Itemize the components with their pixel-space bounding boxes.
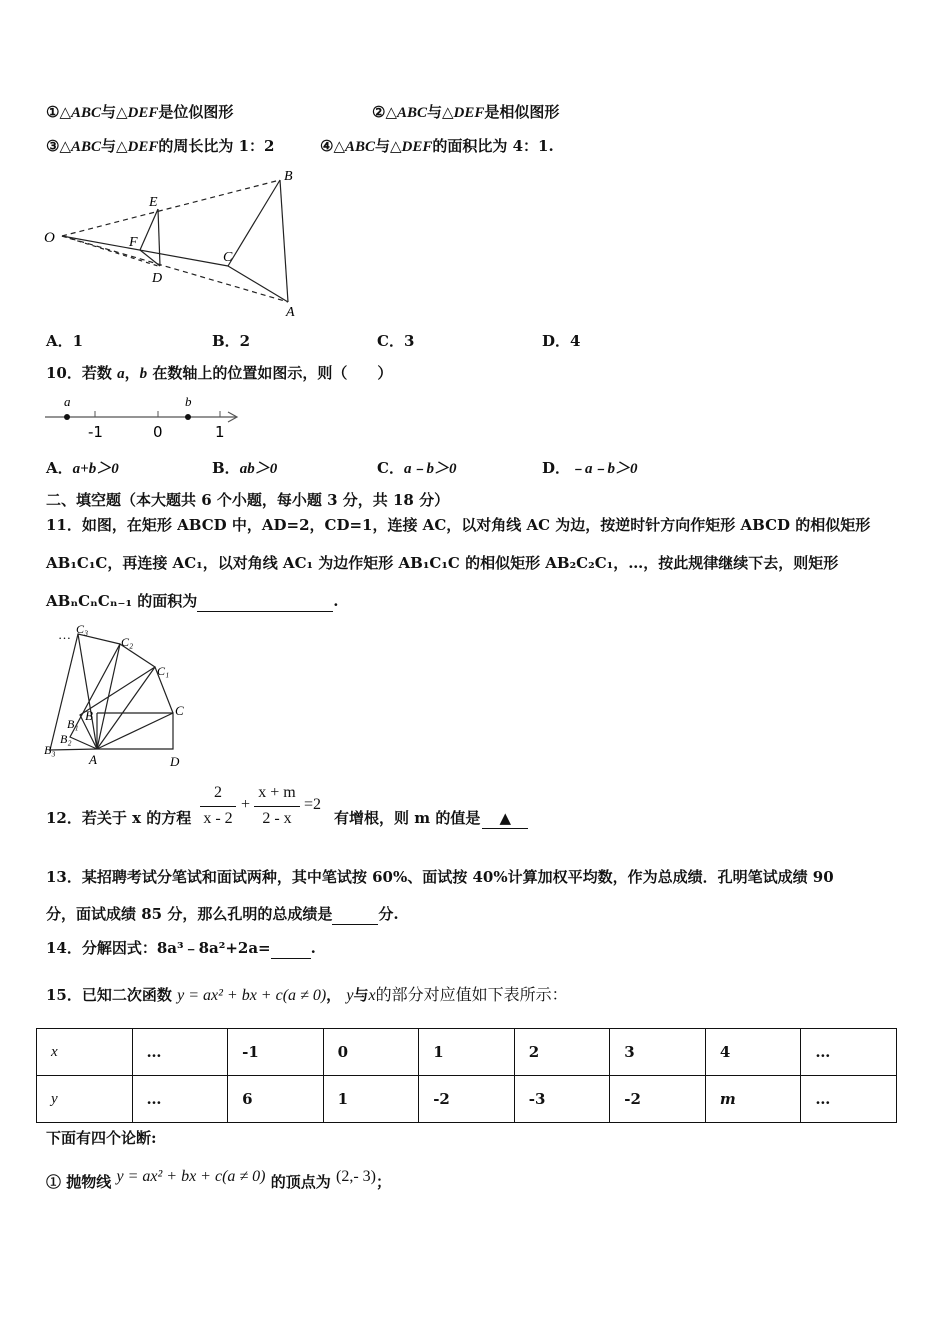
dashed-line-OA (62, 236, 288, 302)
q15-j1-function: y = ax² + bx + c(a ≠ 0) (116, 1168, 266, 1185)
label-A: A (89, 752, 97, 767)
q11-similar-rectangles-figure (40, 622, 200, 772)
table-cell: x (37, 1029, 133, 1076)
diag-AC (97, 713, 173, 749)
label-D: D (152, 271, 163, 286)
q15-var-x: x (368, 987, 376, 1004)
q15-value-table (36, 1028, 897, 1123)
frac1-denominator: x - 2 (203, 810, 233, 827)
label-B: B (85, 708, 93, 723)
q15-judgment-1: ① 抛物线 y = ax² + bx + c(a ≠ 0) 的顶点为 (2,- 3)； (46, 1168, 391, 1191)
q13-line-1: 13．某招聘考试分笔试和面试两种，其中笔试按 60%、面试按 40%计算加权平均数，作为总成绩．孔明笔试成绩 90 (46, 868, 834, 886)
point-b (185, 414, 191, 420)
q9-statement-4: ④△ABC与△DEF的面积比为 4：1. (320, 137, 554, 155)
table-cell: 0 (323, 1029, 419, 1076)
label-E: E (149, 195, 158, 210)
label-B2: B₂ (60, 732, 72, 746)
q11-answer-blank[interactable] (197, 591, 333, 612)
label-neg1: -1 (88, 423, 103, 441)
q13-answer-blank[interactable] (332, 904, 378, 925)
q15-function: y = ax² + bx + c(a ≠ 0) (177, 987, 327, 1004)
q9-option-b[interactable]: B．2 (212, 332, 251, 350)
label-C2: C₂ (121, 635, 134, 649)
q9-option-a[interactable]: A．1 (46, 332, 84, 350)
table-cell: -2 (419, 1076, 515, 1123)
table-cell: -1 (228, 1029, 324, 1076)
table-cell: 1 (419, 1029, 515, 1076)
q9-statement-1: ①△ABC与△DEF是位似图形 (46, 103, 234, 121)
equals-two: =2 (304, 796, 322, 813)
table-cell: … (132, 1076, 228, 1123)
side-CA (228, 266, 288, 302)
label-0: 0 (153, 423, 163, 441)
frac1-bar (200, 806, 236, 807)
label-a: a (64, 394, 71, 409)
side-ED (158, 209, 160, 266)
q9-statement-3: ③△ABC与△DEF的周长比为 1：2 (46, 137, 275, 155)
q10-option-a[interactable]: A．a+b＞0 (46, 459, 119, 477)
label-C: C (223, 250, 233, 265)
q15-j1-vertex: (2,- 3) (335, 1168, 376, 1185)
label-F: F (129, 235, 138, 250)
frac2-denominator: 2 - x (262, 810, 292, 827)
table-cell: 3 (610, 1029, 706, 1076)
label-B1: B₁ (67, 717, 79, 731)
q10-option-b[interactable]: B．ab＞0 (212, 459, 278, 477)
section2-heading: 二、填空题（本大题共 6 个小题，每小题 3 分，共 18 分） (46, 491, 450, 509)
frac2-bar (254, 806, 300, 807)
q11-line-3: ABₙCₙCₙ₋₁ 的面积为 . (46, 592, 339, 610)
table-cell: -2 (610, 1076, 706, 1123)
table-cell: -3 (514, 1076, 610, 1123)
table-cell: 1 (323, 1076, 419, 1123)
plus-sign: + (241, 796, 251, 813)
label-C3: C₃ (76, 622, 89, 636)
q12-answer-blank[interactable]: ▲ (482, 808, 528, 829)
q15-judgments-title: 下面有四个论断: (46, 1129, 157, 1147)
q15-stem: 15．已知二次函数 y = ax² + bx + c(a ≠ 0)， y与x的部分对应值如下表所示： (46, 986, 568, 1004)
table-cell: … (132, 1029, 228, 1076)
side-BA (280, 180, 288, 302)
q9-option-c[interactable]: C．3 (377, 332, 415, 350)
label-b: b (185, 394, 192, 409)
q10-number-line (40, 392, 250, 444)
q10-stem: 10．若数 a，b 在数轴上的位置如图示，则（ ） (46, 364, 393, 382)
label-B: B (284, 169, 293, 184)
side-CB (228, 180, 280, 266)
table-cell: … (801, 1029, 897, 1076)
table-row-x (37, 1029, 897, 1076)
table-cell: … (801, 1076, 897, 1123)
label-B3: B₃ (44, 743, 56, 757)
q15-var-y: y (346, 987, 354, 1004)
label-C1: C₁ (157, 664, 170, 678)
q10-option-d[interactable]: D．﹣a﹣b＞0 (542, 459, 638, 477)
q9-statement-2: ②△ABC与△DEF是相似图形 (372, 103, 560, 121)
table-cell: y (37, 1076, 133, 1123)
frac1-numerator: 2 (214, 784, 222, 801)
table-cell: 4 (705, 1029, 801, 1076)
point-a (64, 414, 70, 420)
label-O: O (44, 230, 55, 246)
dashed-line-OB (62, 180, 280, 236)
label-1: 1 (215, 423, 225, 441)
q9-option-d[interactable]: D．4 (542, 332, 581, 350)
label-D: D (170, 754, 180, 769)
table-cell: m (705, 1076, 801, 1123)
frac2-numerator: x + m (258, 784, 296, 801)
q13-line-2: 分，面试成绩 85 分，那么孔明的总成绩是 分. (46, 905, 399, 923)
table-cell: 6 (228, 1076, 324, 1123)
label-dots: … (58, 627, 71, 642)
q14-answer-blank[interactable] (271, 938, 311, 959)
label-C: C (175, 703, 184, 718)
q14-question: 14．分解因式：8a³﹣8a²+2a= . (46, 939, 316, 957)
label-A: A (286, 305, 295, 320)
table-cell: 2 (514, 1029, 610, 1076)
q11-line-1: 11．如图，在矩形 ABCD 中，AD=2，CD=1，连接 AC，以对角线 AC 为边，按逆时针方向作矩形 ABCD 的相似矩形 (46, 516, 871, 534)
q12-prefix: 12．若关于 x 的方程 (46, 809, 192, 827)
line-OC (62, 236, 228, 266)
q9-homothety-figure (40, 162, 310, 324)
q12-suffix: 有增根，则 m 的值是 ▲ (334, 808, 528, 829)
q11-line-2: AB₁C₁C，再连接 AC₁，以对角线 AC₁ 为边作矩形 AB₁C₁C 的相似矩形 AB₂C₂C₁，…，按此规律继续下去，则矩形 (46, 554, 839, 572)
table-row-y (37, 1076, 897, 1123)
q10-option-c[interactable]: C．a﹣b＞0 (377, 459, 457, 477)
q12-equation (196, 782, 336, 832)
